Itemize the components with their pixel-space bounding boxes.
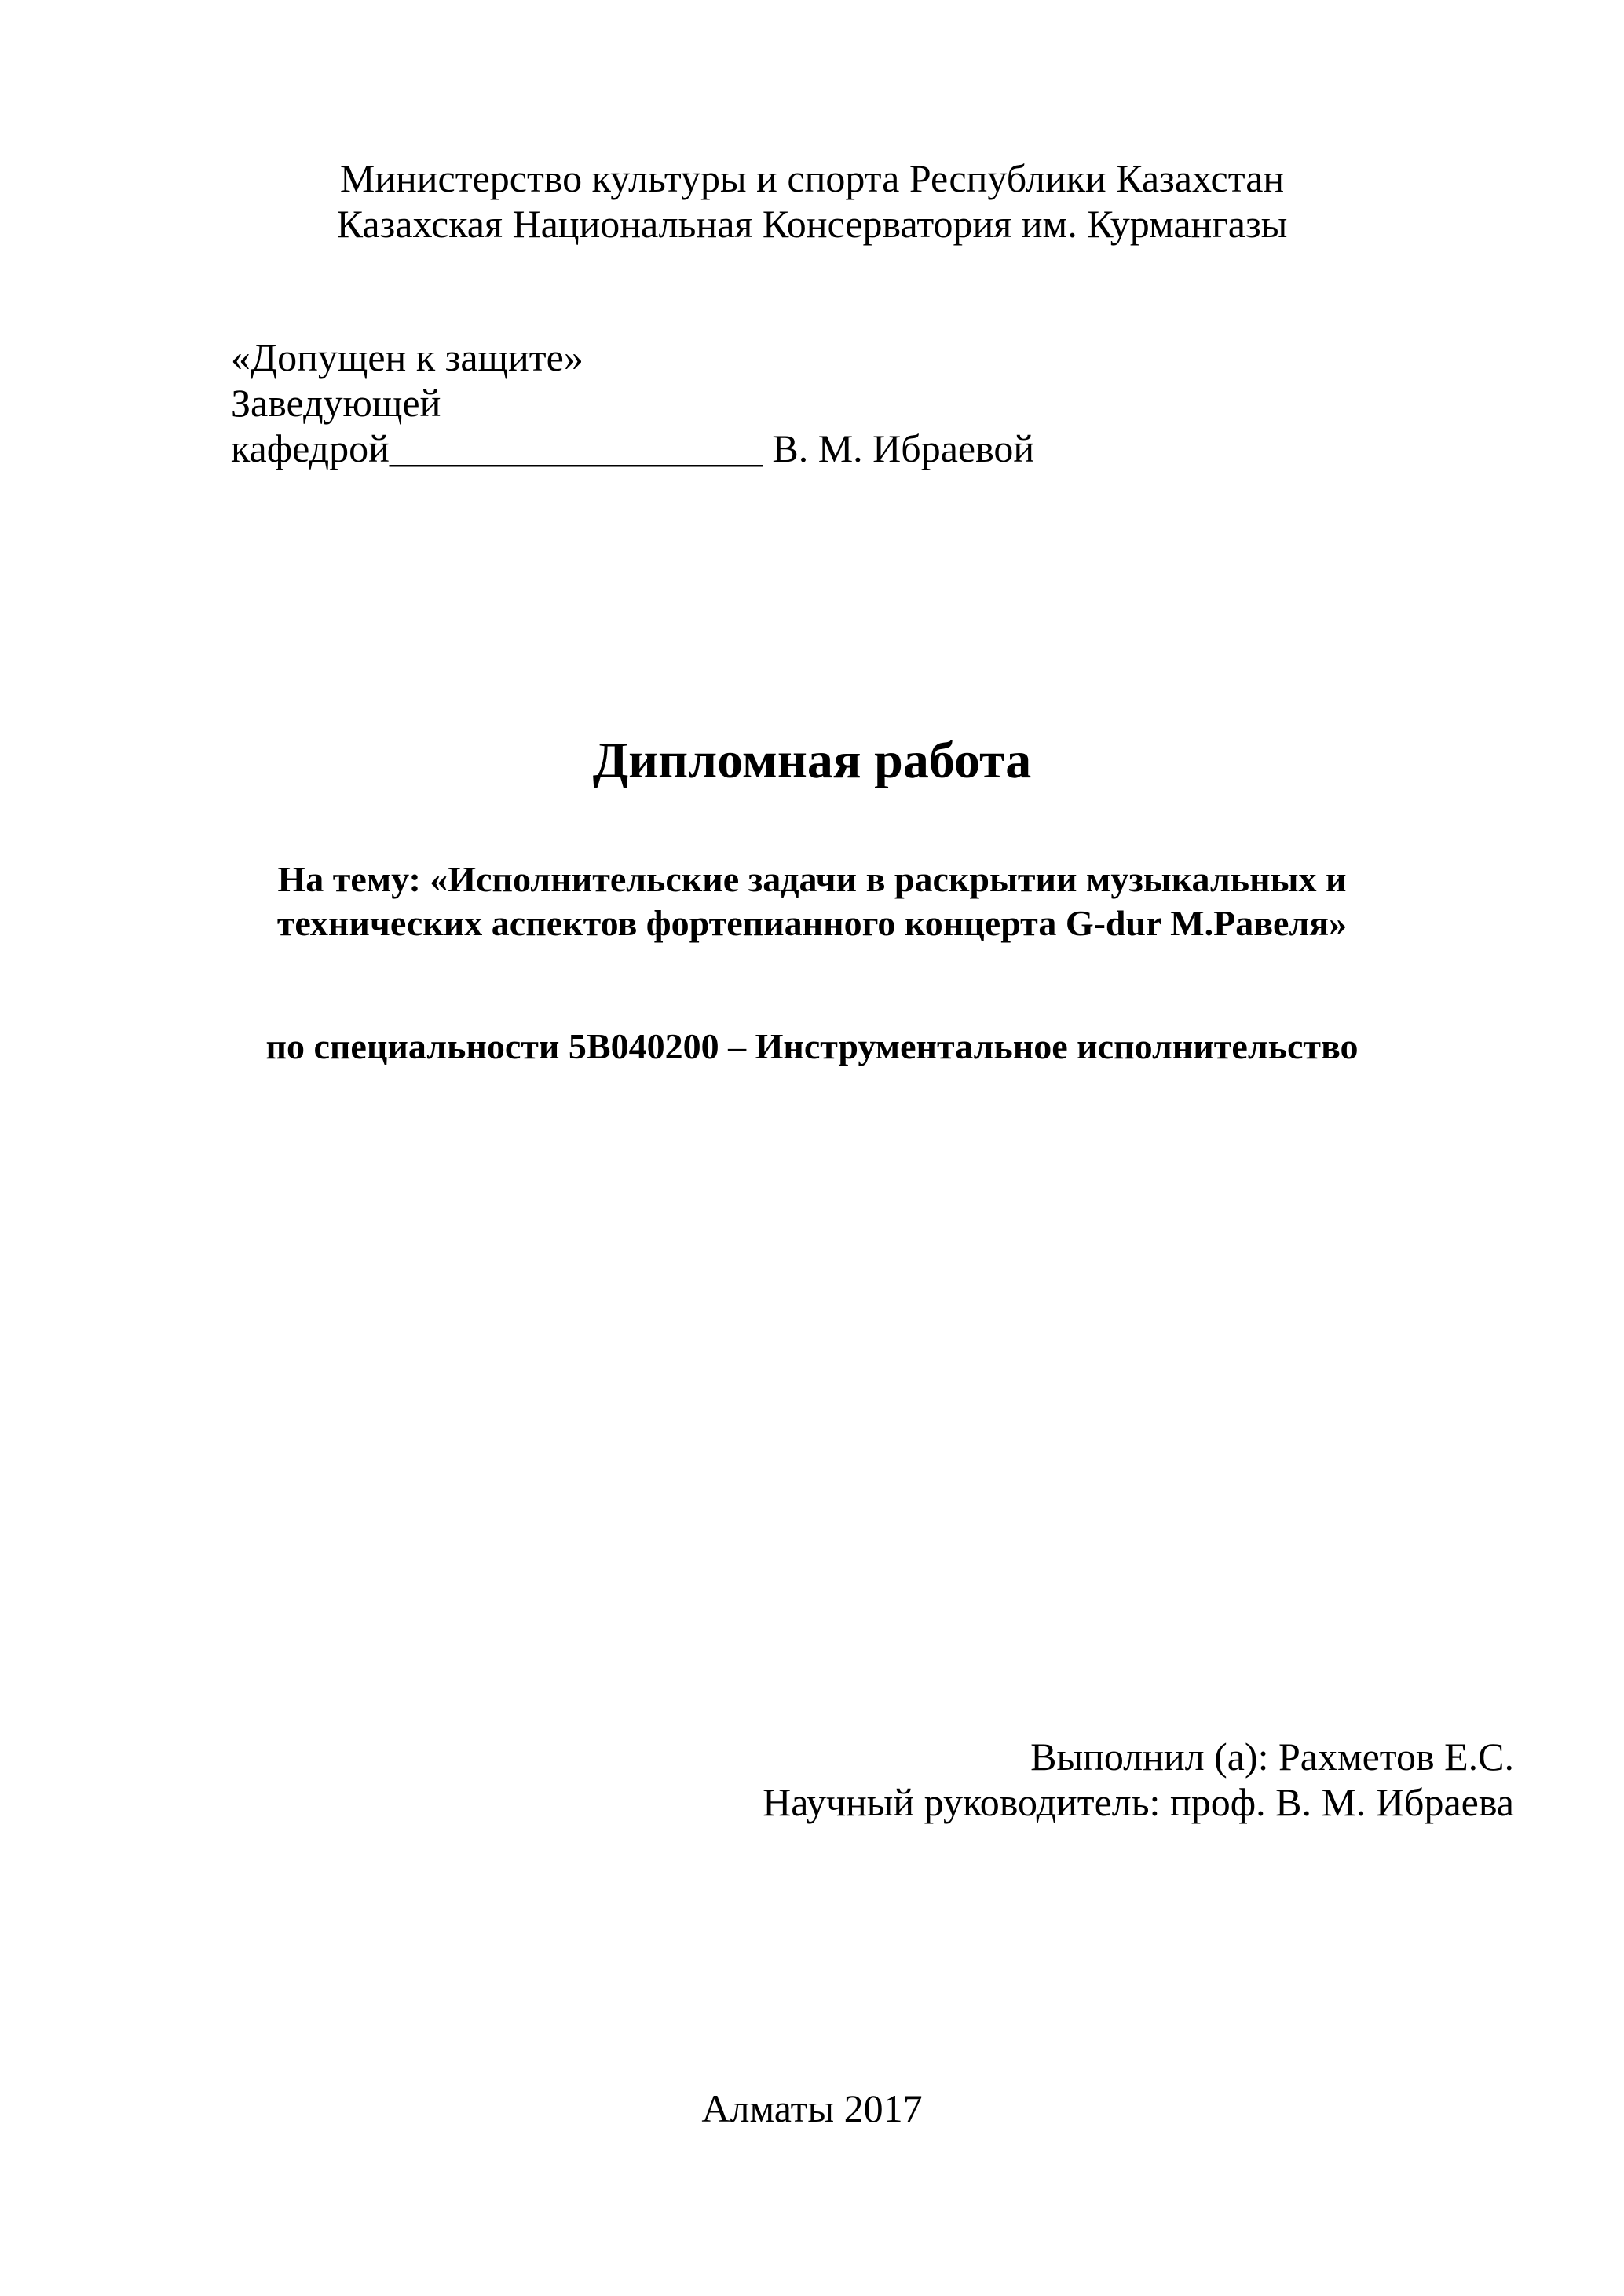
document-title: Дипломная работа — [592, 732, 1032, 789]
admission-stamp-text: «Допущен к защите» — [231, 335, 583, 379]
supervisor-line: Научный руководитель: проф. В. М. Ибраева — [763, 1780, 1514, 1824]
department-head-label: Заведующей — [231, 381, 441, 425]
ministry-name: Министерство культуры и спорта Республики Казахстан — [339, 156, 1285, 200]
performer-line: Выполнил (а): Рахметов Е.С. — [1030, 1735, 1514, 1779]
topic-line-2: технических аспектов фортепианного концерта G-dur М.Равеля» — [276, 903, 1348, 943]
city-year: Алматы 2017 — [701, 2086, 923, 2130]
specialty-line: по специальности 5B040200 – Инструментальное исполнительство — [265, 1026, 1359, 1066]
topic-line-1: На тему: «Исполнительские задачи в раскрытии музыкальных и — [277, 859, 1347, 899]
conservatory-name: Казахская Национальная Консерватория им. Курмангазы — [336, 202, 1288, 246]
department-head-signature-line: кафедрой___________________ В. М. Ибраевой — [231, 426, 1035, 470]
